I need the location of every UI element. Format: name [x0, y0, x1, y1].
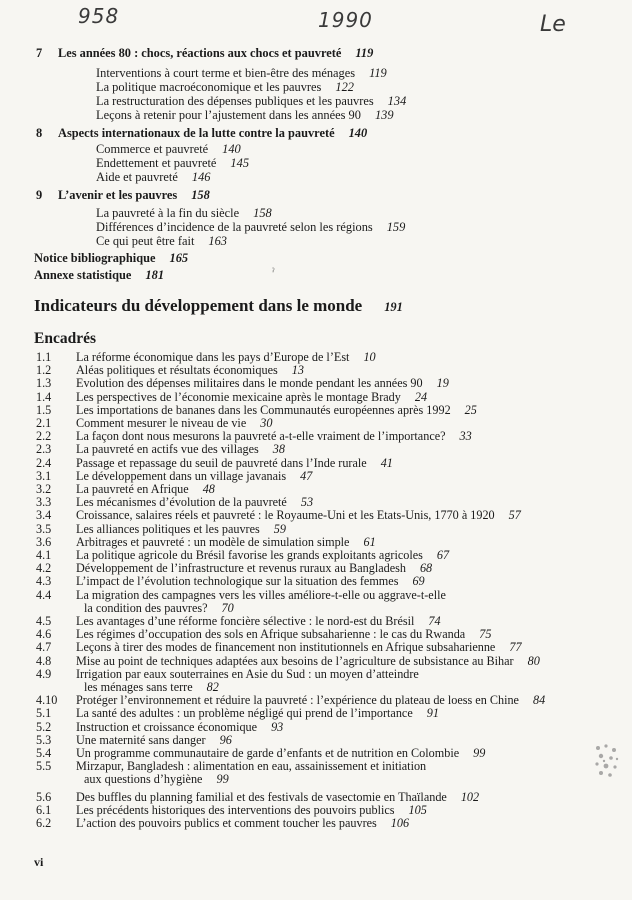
box-number: 4.4 — [36, 587, 52, 602]
toc-entry: Interventions à court terme et bien-être des ménages 119 — [96, 66, 387, 80]
box-title: Protéger l’environnement et réduire la pauvreté : l’expérience du plateau de loess en Chine 84 — [76, 693, 546, 708]
box-title: L’impact de l’évolution technologique sur la situation des femmes 69 — [76, 574, 425, 589]
box-number: 5.4 — [36, 746, 52, 760]
box-page: 24 — [414, 389, 428, 404]
toc-entry: Leçons à retenir pour l’ajustement dans les années 90 139 — [96, 108, 394, 122]
box-title: La pauvreté en actifs vue des villages 38 — [76, 442, 285, 457]
box-entry — [0, 508, 632, 521]
chapter-8 — [36, 126, 368, 141]
box-number: 4.7 — [36, 640, 52, 655]
pencil-mark: ˀ — [272, 267, 275, 278]
box-page: 10 — [363, 350, 376, 364]
box-title: Des buffles du planning familial et des festivals de vasectomie en Thaïlande 102 — [76, 789, 480, 804]
box-entry — [0, 667, 632, 693]
box-number: 5.5 — [36, 759, 52, 774]
box-number: 4.3 — [36, 574, 52, 589]
box-entry — [0, 614, 632, 627]
box-title: Un programme communautaire de garde d’enfants et de nutrition en Colombie 99 — [76, 746, 486, 760]
box-title: Les régimes d’occupation des sols en Afrique subsaharienne : le cas du Rwanda 75 — [76, 627, 492, 642]
box-title: Les perspectives de l’économie mexicaine après le montage Brady 24 — [76, 389, 428, 404]
box-entry — [0, 456, 632, 469]
page-folio: vi — [34, 855, 44, 869]
box-entry — [0, 495, 632, 508]
box-title: Mise au point de techniques adaptées aux besoins de l’agriculture de subsistance au Bihar 80 — [76, 653, 540, 668]
box-title: Instruction et croissance économique 93 — [76, 719, 284, 734]
box-page: 106 — [390, 816, 410, 830]
box-number: 5.3 — [36, 732, 52, 747]
box-page: 69 — [412, 574, 425, 589]
box-title: aux questions d’hygiène 99 — [84, 772, 229, 787]
notice-bibliographique: Notice bibliographique 165 — [34, 251, 189, 265]
box-page: 47 — [300, 468, 313, 483]
box-page: 59 — [273, 521, 286, 536]
box-entry — [0, 720, 632, 733]
handwritten-initials: Le — [540, 12, 566, 37]
box-number: 3.5 — [36, 521, 52, 536]
chapter-title: Les années 80 : chocs, réactions aux chocs et pauvreté — [58, 46, 342, 60]
box-number: 2.1 — [36, 416, 52, 430]
box-page: 105 — [408, 802, 427, 817]
box-number: 2.4 — [36, 455, 52, 470]
box-number: 2.2 — [36, 429, 52, 444]
indicateurs-heading: Indicateurs du développement dans le monde 191 — [34, 296, 403, 315]
box-page: 67 — [436, 548, 450, 562]
chapter-number: 8 — [36, 126, 43, 140]
box-number: 4.6 — [36, 627, 52, 642]
box-title: Les mécanismes d’évolution de la pauvreté 53 — [76, 495, 314, 510]
box-number: 1.5 — [36, 402, 52, 417]
box-entry — [0, 442, 632, 455]
chapter-title: Aspects internationaux de la lutte contre la pauvreté — [58, 126, 335, 140]
box-number: 5.2 — [36, 719, 52, 734]
box-title: La réforme économique dans les pays d’Europe de l’Est 10 — [76, 350, 376, 364]
box-page: 68 — [419, 561, 433, 576]
chapter-number: 7 — [36, 46, 43, 60]
box-entry — [0, 482, 632, 495]
box-entry — [0, 416, 632, 429]
box-entry — [0, 803, 632, 816]
box-entry — [0, 574, 632, 587]
box-title: La santé des adultes : un problème négligé qui prend de l’importance 91 — [76, 706, 439, 721]
box-number: 1.2 — [36, 363, 52, 378]
box-page: 70 — [221, 600, 234, 615]
box-page: 41 — [380, 455, 393, 470]
box-entry — [0, 561, 632, 574]
box-number: 5.6 — [36, 789, 52, 804]
toc-entry: Commerce et pauvreté 140 — [96, 142, 241, 156]
box-entry — [0, 535, 632, 548]
box-number: 3.3 — [36, 495, 52, 510]
box-entry — [0, 790, 632, 803]
handwritten-number: 958 — [78, 4, 120, 28]
chapter-9 — [36, 188, 210, 203]
box-number: 4.9 — [36, 666, 52, 681]
box-page: 30 — [260, 416, 273, 430]
chapter-page: 140 — [348, 126, 368, 140]
box-title: Les avantages d’une réforme foncière sélective : le nord-est du Brésil 74 — [76, 614, 441, 628]
box-title: Croissance, salaires réels et pauvreté : le Royaume-Uni et les Etats-Unis, 1770 à 1920 57 — [76, 508, 521, 523]
box-title: Irrigation par eaux souterraines en Asie du Sud : un moyen d’atteindre — [76, 666, 419, 681]
box-entry — [0, 627, 632, 640]
box-entry — [0, 403, 632, 416]
box-number: 4.8 — [36, 653, 52, 668]
box-page: 91 — [426, 706, 439, 721]
box-title: La politique agricole du Brésil favorise les grands exploitants agricoles 67 — [76, 548, 450, 562]
box-title: Mirzapur, Bangladesh : alimentation en eau, assainissement et initiation — [76, 759, 427, 774]
box-entry — [0, 746, 632, 759]
box-number: 3.1 — [36, 468, 52, 483]
box-number: 1.4 — [36, 389, 52, 404]
box-page: 53 — [300, 495, 314, 510]
box-number: 3.6 — [36, 534, 52, 549]
chapter-title: L’avenir et les pauvres — [58, 188, 178, 202]
box-page: 38 — [272, 442, 285, 457]
box-page: 13 — [291, 363, 304, 378]
box-entry — [0, 429, 632, 442]
handwritten-year: 1990 — [318, 8, 373, 32]
toc-entry: Différences d’incidence de la pauvreté selon les régions 159 — [96, 220, 406, 234]
box-title: Arbitrages et pauvreté : un modèle de simulation simple 61 — [76, 534, 376, 549]
box-title: Aléas politiques et résultats économiques 13 — [76, 363, 304, 378]
box-entry — [0, 588, 632, 614]
box-title: La migration des campagnes vers les villes améliore-t-elle ou aggrave-t-elle — [76, 587, 446, 602]
box-number: 4.5 — [36, 614, 52, 628]
box-title: La pauvreté en Afrique 48 — [76, 482, 215, 496]
box-entry — [0, 706, 632, 719]
box-entry — [0, 376, 632, 389]
box-title: Les précédents historiques des interventions des pouvoirs publics 105 — [76, 802, 427, 817]
box-number: 2.3 — [36, 442, 52, 457]
box-page: 48 — [202, 482, 215, 496]
box-number: 5.1 — [36, 706, 52, 721]
box-title: Les importations de bananes dans les Communautés européennes après 1992 25 — [76, 402, 477, 417]
box-entry — [0, 759, 632, 785]
box-entry — [0, 350, 632, 363]
box-title: Une maternité sans danger 96 — [76, 732, 232, 747]
box-entry — [0, 693, 632, 706]
chapter-page: 158 — [191, 188, 210, 202]
toc-entry: La restructuration des dépenses publiques et les pauvres 134 — [96, 94, 407, 108]
box-page: 96 — [219, 732, 232, 747]
annexe-statistique: Annexe statistique 181 — [34, 268, 165, 282]
toc-entry: Ce qui peut être fait 163 — [96, 234, 227, 248]
box-title: la condition des pauvres? 70 — [84, 600, 234, 615]
box-page: 61 — [363, 534, 376, 549]
box-page: 74 — [428, 614, 441, 628]
box-number: 1.1 — [36, 350, 52, 364]
box-number: 4.1 — [36, 548, 52, 562]
box-entry — [0, 640, 632, 653]
box-title: les ménages sans terre 82 — [84, 679, 219, 694]
box-title: Comment mesurer le niveau de vie 30 — [76, 416, 273, 430]
chapter-number: 9 — [36, 188, 43, 202]
box-page: 93 — [271, 719, 284, 734]
box-title: Les alliances politiques et les pauvres 59 — [76, 521, 286, 536]
box-number: 6.1 — [36, 802, 52, 817]
box-page: 33 — [459, 429, 472, 444]
box-page: 80 — [527, 653, 540, 668]
toc-entry: La pauvreté à la fin du siècle 158 — [96, 206, 272, 220]
box-number: 4.10 — [36, 693, 58, 708]
box-page: 99 — [216, 772, 229, 787]
box-page: 99 — [473, 746, 486, 760]
box-entry — [0, 469, 632, 482]
box-title: Le développement dans un village javanais 47 — [76, 468, 313, 483]
box-number: 3.4 — [36, 508, 52, 523]
chapter-7 — [36, 46, 374, 61]
box-title: L’action des pouvoirs publics et comment toucher les pauvres 106 — [76, 816, 410, 830]
box-page: 25 — [464, 402, 477, 417]
box-title: Evolution des dépenses militaires dans le monde pendant les années 90 19 — [76, 376, 449, 391]
chapter-page: 119 — [355, 46, 374, 60]
box-entry — [0, 816, 632, 829]
box-page: 82 — [206, 679, 219, 694]
box-entry — [0, 654, 632, 667]
box-page: 57 — [508, 508, 521, 523]
box-entry — [0, 390, 632, 403]
box-number: 1.3 — [36, 376, 52, 391]
box-number: 4.2 — [36, 561, 52, 576]
box-number: 6.2 — [36, 816, 52, 830]
box-title: Développement de l’infrastructure et revenus ruraux au Bangladesh 68 — [76, 561, 433, 576]
box-entry — [0, 548, 632, 561]
stamp-mark — [592, 742, 620, 780]
box-number: 3.2 — [36, 482, 52, 496]
toc-entry: La politique macroéconomique et les pauvres 122 — [96, 80, 354, 94]
box-title: Leçons à tirer des modes de financement non institutionnels en Afrique subsaharienne 77 — [76, 640, 522, 655]
box-page: 84 — [532, 693, 546, 708]
box-title: La façon dont nous mesurons la pauvreté a-t-elle vraiment de l’importance? 33 — [76, 429, 472, 444]
toc-entry: Aide et pauvreté 146 — [96, 170, 211, 184]
box-page: 77 — [509, 640, 522, 655]
box-page: 75 — [479, 627, 492, 642]
box-entry — [0, 363, 632, 376]
encadres-heading: Encadrés — [34, 330, 96, 347]
box-title: Passage et repassage du seuil de pauvreté dans l’Inde rurale 41 — [76, 455, 393, 470]
box-entry — [0, 522, 632, 535]
box-page: 102 — [460, 789, 480, 804]
toc-entry: Endettement et pauvreté 145 — [96, 156, 250, 170]
box-entry — [0, 733, 632, 746]
box-page: 19 — [436, 376, 449, 391]
